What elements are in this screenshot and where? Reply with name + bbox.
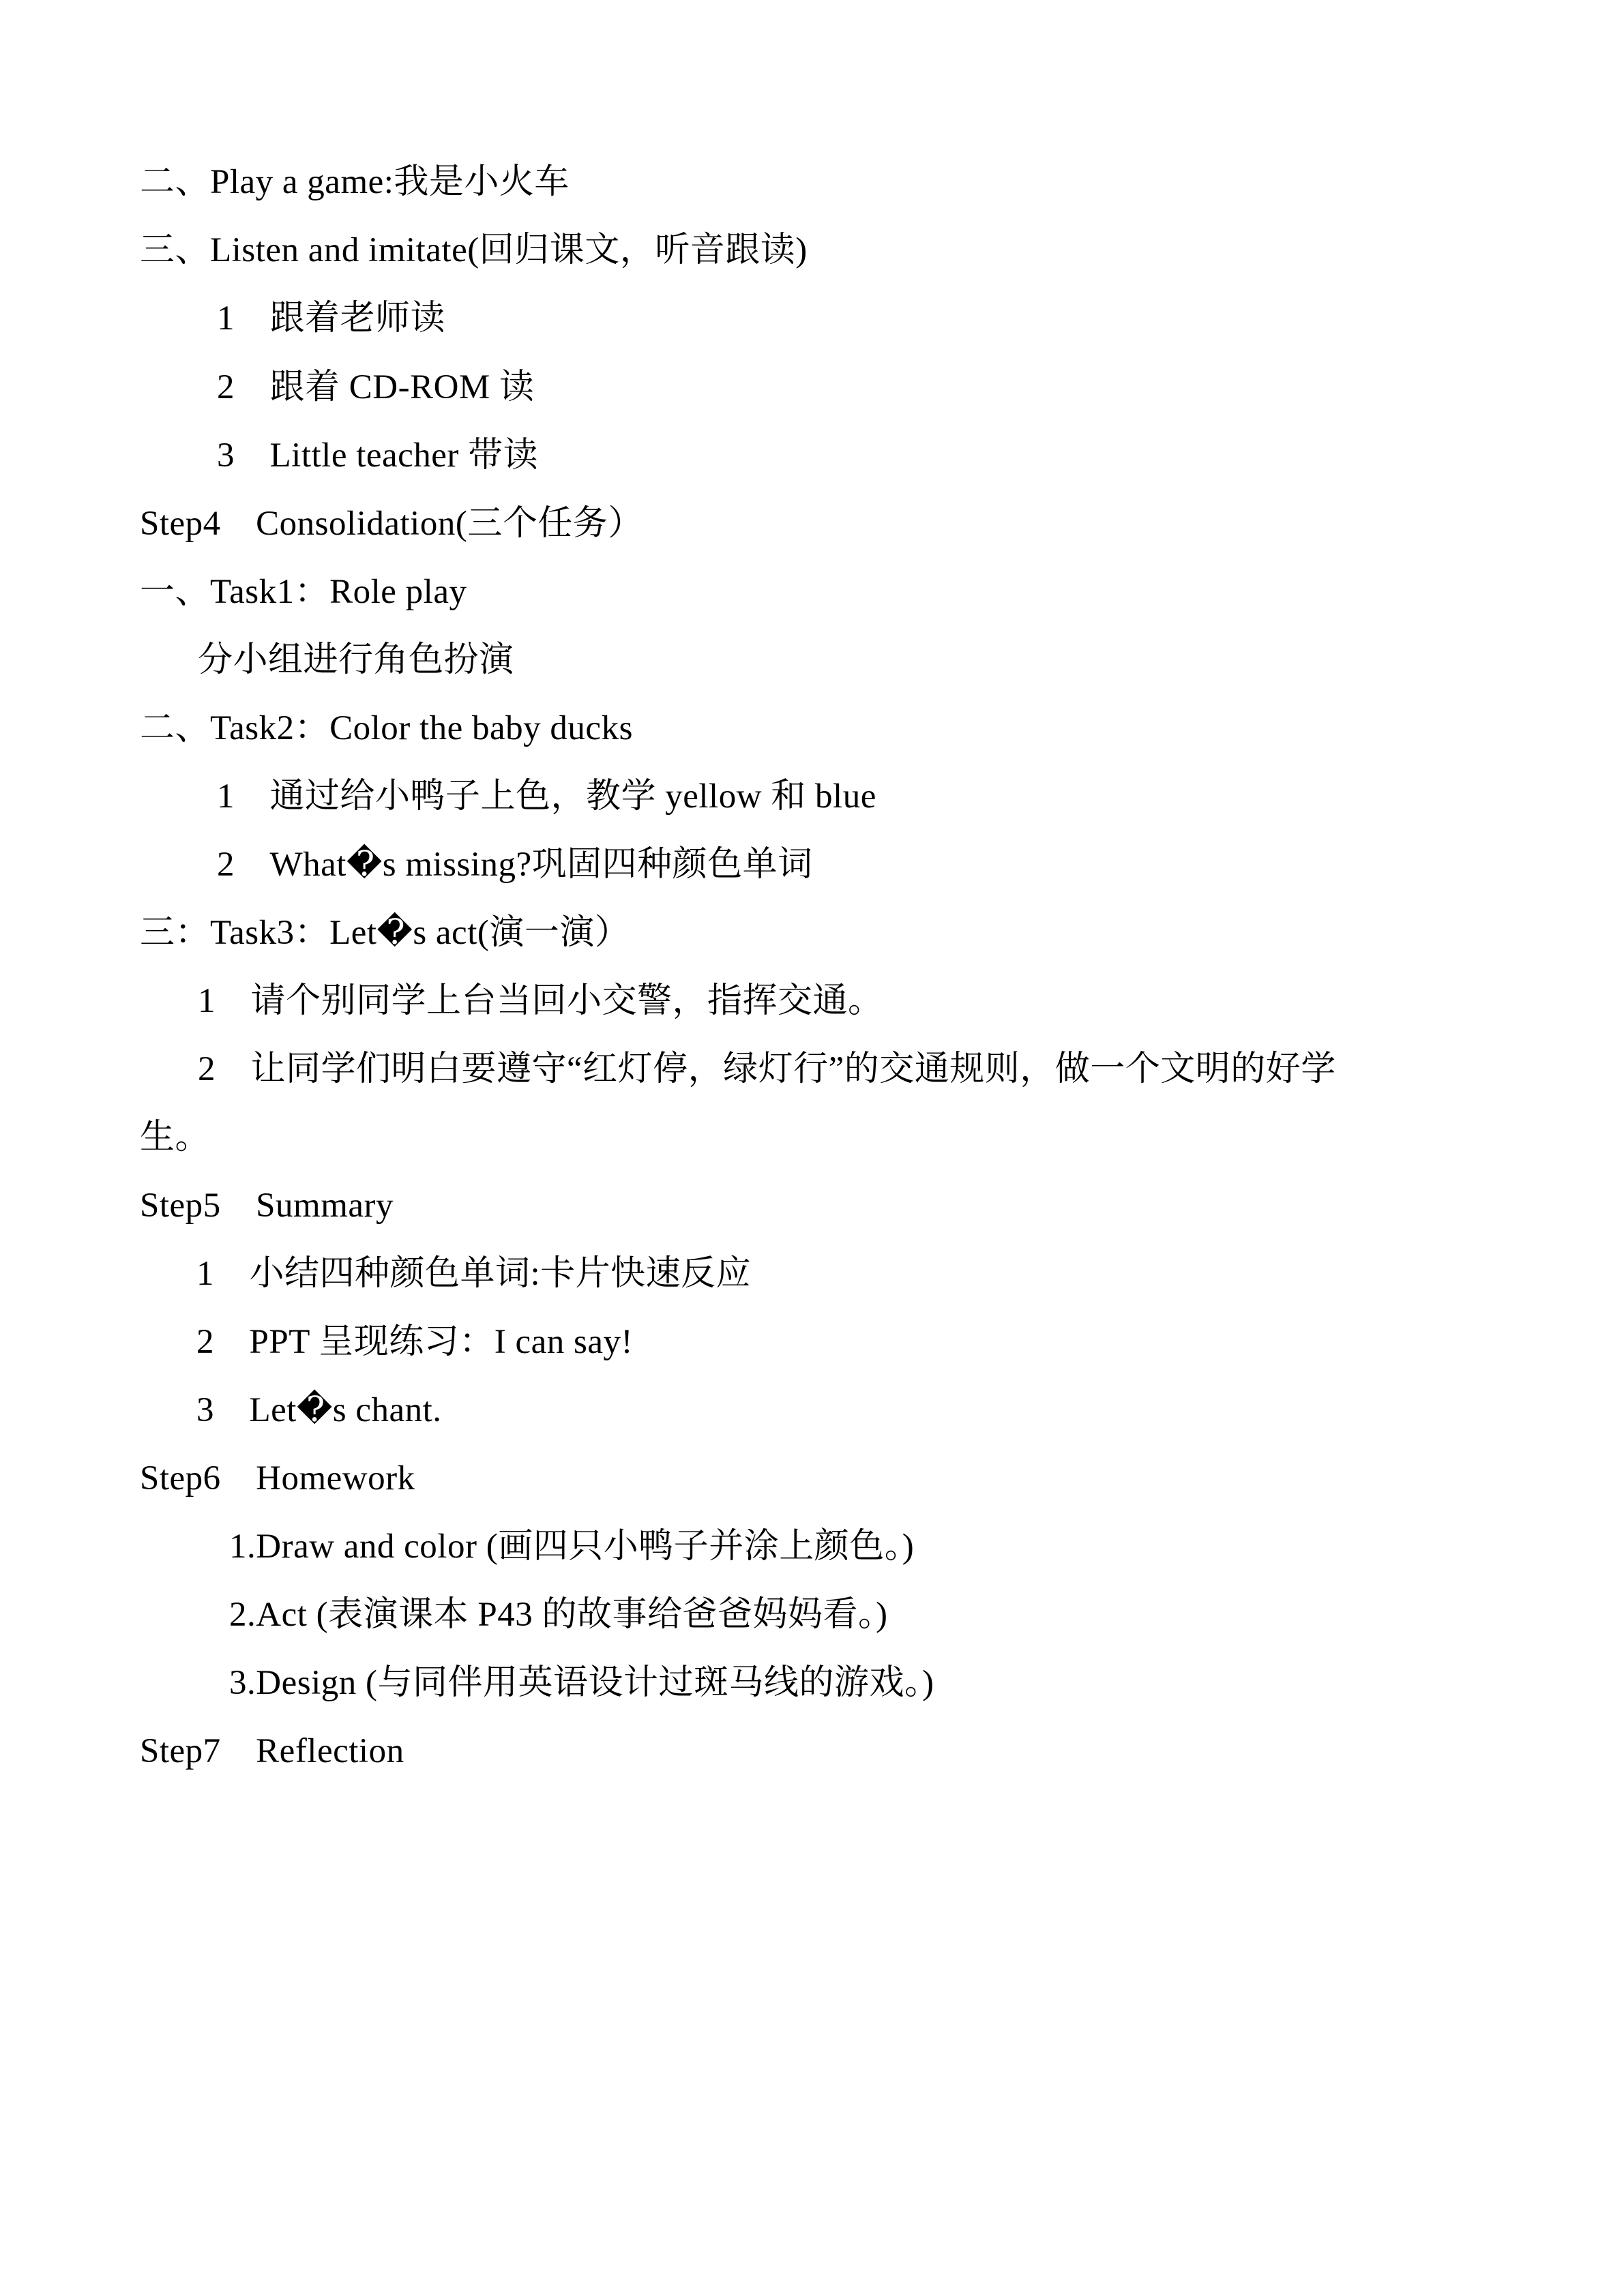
task3-item-2: 2 让同学们明白要遵守“红灯停，绿灯行”的交通规则，做一个文明的好学 — [198, 1050, 1336, 1088]
homework-item-2: 2.Act (表演课本 P43 的故事给爸爸妈妈看。) — [229, 1596, 888, 1634]
task2-item-2: 2 What�s missing?巩固四种颜色单词 — [217, 846, 813, 884]
step5-heading: Step5 Summary — [140, 1187, 394, 1225]
task2-heading: 二、Task2：Color the baby ducks — [140, 709, 633, 747]
task3-item-1: 1 请个别同学上台当回小交警，指挥交通。 — [198, 982, 883, 1020]
game-heading: 二、Play a game:我是小火车 — [140, 163, 570, 201]
task3-item-2-cont: 生。 — [140, 1118, 211, 1157]
listen-heading: 三、Listen and imitate(回归课文，听音跟读) — [140, 231, 808, 269]
homework-item-1: 1.Draw and color (画四只小鸭子并涂上颜色。) — [229, 1527, 915, 1566]
task2-item-1: 1 通过给小鸭子上色，教学 yellow 和 blue — [217, 777, 876, 816]
summary-item-3: 3 Let�s chant. — [196, 1391, 442, 1429]
step6-heading: Step6 Homework — [140, 1459, 415, 1497]
listen-item-3: 3 Little teacher 带读 — [217, 436, 539, 475]
step7-heading: Step7 Reflection — [140, 1732, 404, 1770]
summary-item-2: 2 PPT 呈现练习：I can say! — [196, 1323, 633, 1361]
summary-item-1: 1 小结四种颜色单词:卡片快速反应 — [196, 1255, 752, 1293]
homework-item-3: 3.Design (与同伴用英语设计过斑马线的游戏。) — [229, 1664, 934, 1702]
task3-heading: 三：Task3：Let�s act(演一演） — [140, 914, 630, 952]
task1-body: 分小组进行角色扮演 — [198, 641, 514, 679]
task1-heading: 一、Task1：Role play — [140, 573, 467, 611]
step4-heading: Step4 Consolidation(三个任务） — [140, 505, 643, 543]
listen-item-1: 1 跟着老师读 — [217, 299, 446, 338]
listen-item-2: 2 跟着 CD-ROM 读 — [217, 368, 535, 406]
